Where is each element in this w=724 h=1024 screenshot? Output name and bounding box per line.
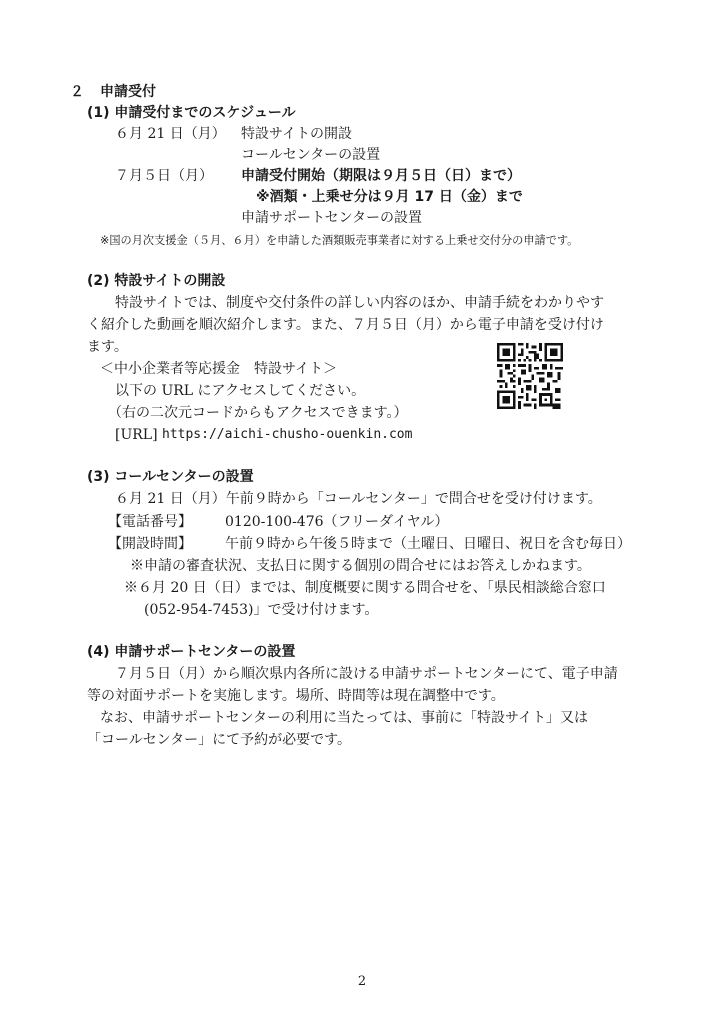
site-url-label: [URL] xyxy=(115,427,158,443)
site-heading: (2) 特設サイトの開設 xyxy=(87,273,226,289)
site-paragraph-line-1: 特設サイトでは、制度や交付条件の詳しい内容のほか、申請手続をわかりやす xyxy=(115,295,605,311)
call-center-hours-value: 午前９時から午後５時まで（土曜日、日曜日、祝日を含む毎日） xyxy=(225,536,631,552)
support-line-3: なお、申請サポートセンターの利用に当たっては、事前に「特設サイト」又は xyxy=(100,710,589,726)
schedule-event-site-open: 特設サイトの開設 xyxy=(241,126,353,142)
schedule-footnote: ※国の月次支援金（５月、６月）を申請した酒類販売事業者に対する上乗せ交付分の申請です。 xyxy=(100,234,579,247)
call-center-phone-value: 0120-100-476（フリーダイヤル） xyxy=(225,514,449,530)
support-line-1: ７月５日（月）から順次県内各所に設ける申請サポートセンターにて、電子申請 xyxy=(115,666,618,682)
call-center-note-2-line-1: ※６月 20 日（日）までは、制度概要に関する問合せを、「県民相談総合窓口 xyxy=(124,580,606,596)
support-line-2: 等の対面サポートを実施します。場所、時間等は現在調整中です。 xyxy=(87,688,505,704)
schedule-event-support-center: 申請サポートセンターの設置 xyxy=(241,210,423,226)
qr-code-icon[interactable] xyxy=(497,343,563,409)
section-number: ２ xyxy=(70,84,84,100)
site-qr-text: （右の二次元コードからもアクセスできます。） xyxy=(108,405,408,421)
site-label: ＜中小企業者等応援金 特設サイト＞ xyxy=(100,361,338,377)
call-center-hours-label: 【開設時間】 xyxy=(108,536,192,552)
site-url-link[interactable]: https://aichi-chusho-ouenkin.com xyxy=(162,427,413,442)
page-number: 2 xyxy=(357,974,367,989)
support-line-4: 「コールセンター」にて予約が必要です。 xyxy=(87,732,352,748)
support-heading: (4) 申請サポートセンターの設置 xyxy=(87,644,296,660)
schedule-event-application-start: 申請受付開始（期限は９月５日（日）まで） xyxy=(241,168,521,184)
schedule-heading: (1) 申請受付までのスケジュール xyxy=(87,105,296,121)
call-center-note-2-line-2: (052-954-7453)」で受け付けます。 xyxy=(144,602,379,618)
schedule-date-2: ７月５日（月） xyxy=(115,168,213,184)
schedule-event-liquor-note: ※酒類・上乗せ分は９月 17 日（金）まで xyxy=(256,189,523,205)
site-paragraph-line-2: く紹介した動画を順次紹介します。また、７月５日（月）から電子申請を受け付け xyxy=(87,317,604,333)
call-center-heading: (3) コールセンターの設置 xyxy=(87,469,254,485)
site-access-text: 以下の URL にアクセスしてください。 xyxy=(115,383,366,399)
call-center-note-1: ※申請の審査状況、支払日に関する個別の問合せにはお答えしかねます。 xyxy=(130,558,591,574)
schedule-date-1: ６月 21 日（月） xyxy=(115,126,226,142)
call-center-phone-label: 【電話番号】 xyxy=(108,514,192,530)
schedule-event-call-center: コールセンターの設置 xyxy=(241,147,381,163)
call-center-line-1: ６月 21 日（月）午前９時から「コールセンター」で問合せを受け付けます。 xyxy=(115,491,602,507)
site-paragraph-line-3: ます。 xyxy=(87,339,128,355)
section-title: 申請受付 xyxy=(100,84,156,100)
